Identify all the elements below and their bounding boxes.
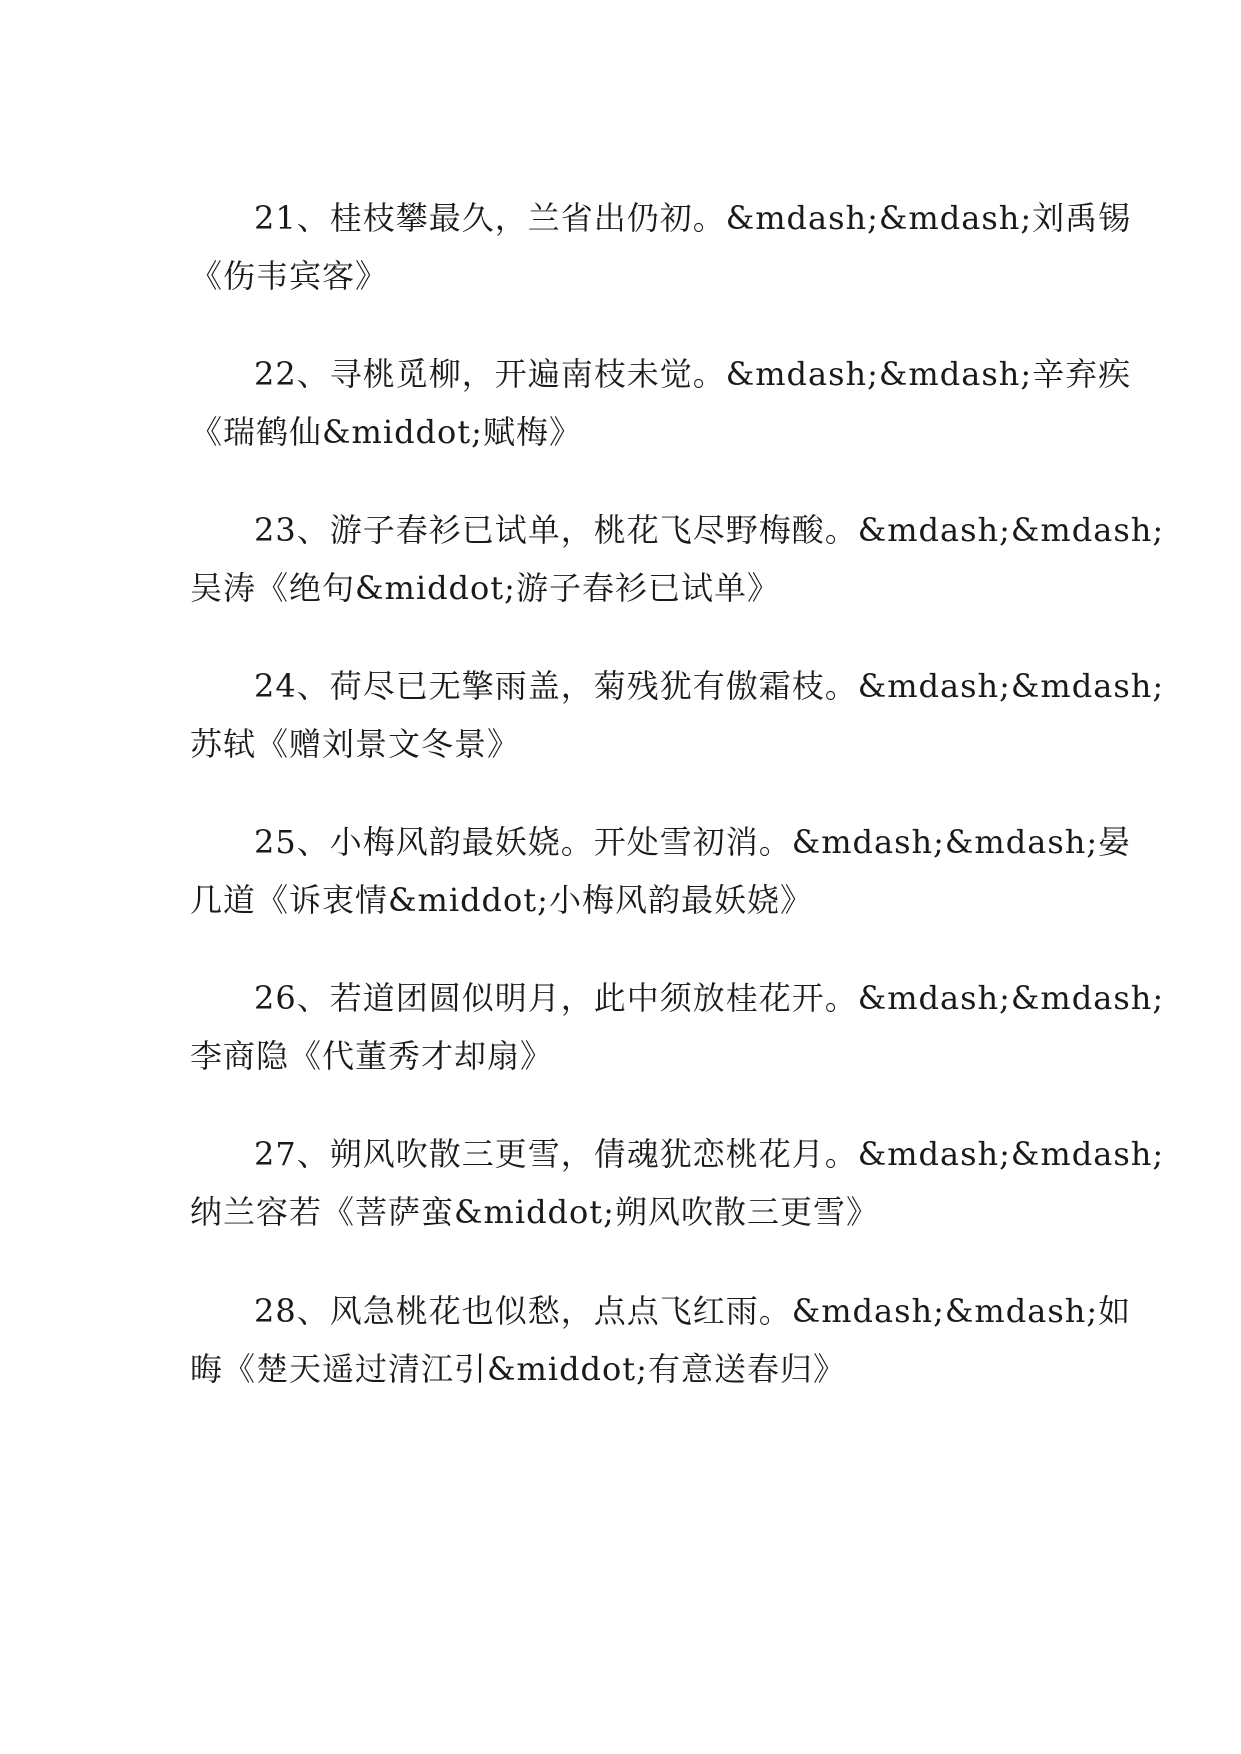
quote-source: 《瑞鹤仙&middot;赋梅》 — [190, 413, 582, 451]
quote-entry-22 — [190, 345, 1132, 461]
quote-line: 28、风急桃花也似愁，点点飞红雨。&mdash;&mdash;如 — [254, 1292, 1132, 1330]
quote-source: 苏轼《赠刘景文冬景》 — [190, 725, 521, 763]
quote-source: 《伤韦宾客》 — [190, 257, 389, 295]
quote-line: 26、若道团圆似明月，此中须放桂花开。&mdash;&mdash; — [254, 979, 1165, 1017]
quote-entry-25 — [190, 813, 1132, 929]
quote-entry-23 — [190, 501, 1165, 617]
quote-line: 21、桂枝攀最久，兰省出仍初。&mdash;&mdash;刘禹锡 — [254, 199, 1132, 237]
quote-line: 23、游子春衫已试单，桃花飞尽野梅酸。&mdash;&mdash; — [254, 511, 1165, 549]
quote-line: 27、朔风吹散三更雪，倩魂犹恋桃花月。&mdash;&mdash; — [254, 1135, 1165, 1173]
quote-entry-28 — [190, 1282, 1132, 1398]
quote-entry-21 — [190, 189, 1132, 305]
quote-source: 纳兰容若《菩萨蛮&middot;朔风吹散三更雪》 — [190, 1193, 879, 1231]
quote-source: 几道《诉衷情&middot;小梅风韵最妖娆》 — [190, 881, 813, 919]
quote-entry-24 — [190, 657, 1165, 773]
quote-line: 24、荷尽已无擎雨盖，菊残犹有傲霜枝。&mdash;&mdash; — [254, 667, 1165, 705]
quote-line: 25、小梅风韵最妖娆。开处雪初消。&mdash;&mdash;晏 — [254, 823, 1132, 861]
quote-entry-26 — [190, 969, 1165, 1085]
quote-source: 吴涛《绝句&middot;游子春衫已试单》 — [190, 569, 780, 607]
quote-entry-27 — [190, 1125, 1165, 1241]
quote-line: 22、寻桃觅柳，开遍南枝未觉。&mdash;&mdash;辛弃疾 — [254, 355, 1132, 393]
quote-source: 晦《楚天遥过清江引&middot;有意送春归》 — [190, 1350, 846, 1388]
quote-source: 李商隐《代董秀才却扇》 — [190, 1037, 554, 1075]
